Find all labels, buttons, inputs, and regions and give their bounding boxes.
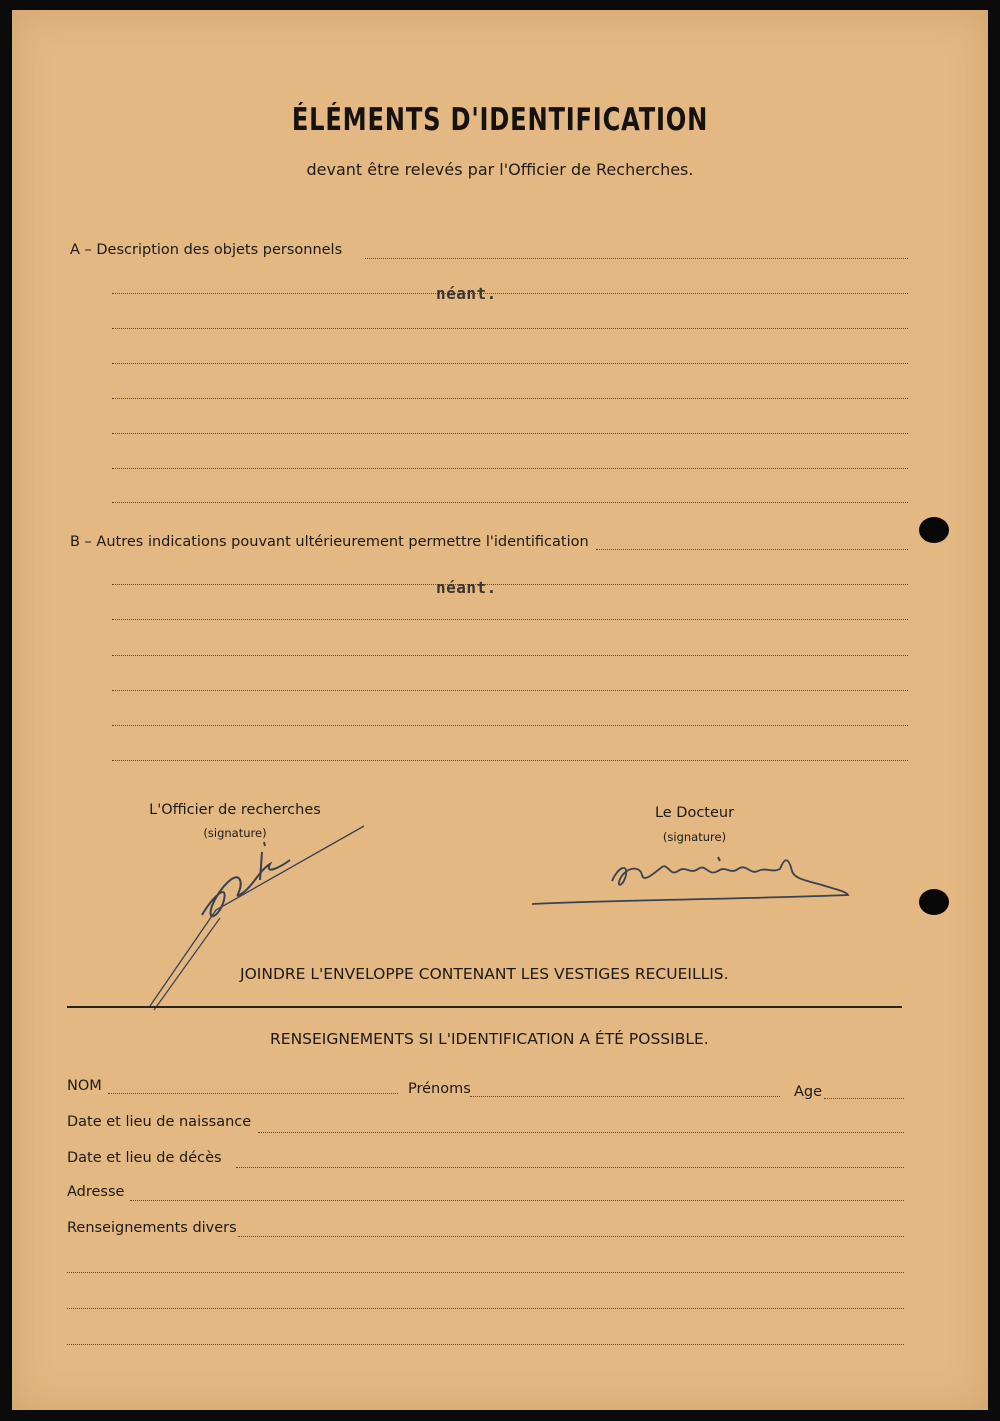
prenoms-field (470, 1096, 780, 1097)
section-a-line (112, 328, 908, 329)
section-b-label: B – Autres indications pouvant ultérieurement permettre l'identification (70, 534, 589, 550)
deces-field (236, 1167, 904, 1168)
divers-label: Renseignements divers (67, 1220, 237, 1236)
info-heading: RENSEIGNEMENTS SI L'IDENTIFICATION A ÉTÉ POSSIBLE. (270, 1030, 709, 1048)
section-b-line (596, 549, 908, 550)
divers-field (67, 1272, 904, 1273)
section-b-line (112, 725, 908, 726)
section-a-line (112, 468, 908, 469)
age-field (824, 1098, 904, 1099)
doctor-signature (522, 845, 872, 915)
age-label: Age (794, 1084, 823, 1100)
doctor-title: Le Docteur (654, 805, 735, 821)
page-subtitle: devant être relevés par l'Officier de Recherches. (306, 160, 694, 179)
punch-hole (919, 517, 949, 543)
section-b-typed-value: néant. (436, 578, 497, 597)
divers-field (238, 1236, 904, 1237)
section-divider (67, 1006, 902, 1008)
divers-field (67, 1344, 904, 1345)
section-b-line (112, 760, 908, 761)
nom-field (108, 1093, 398, 1094)
section-a-line (112, 502, 908, 503)
section-a-line (365, 258, 908, 259)
deces-label: Date et lieu de décès (67, 1150, 222, 1166)
page-title: ÉLÉMENTS D'IDENTIFICATION (291, 102, 709, 138)
envelope-notice: JOINDRE L'ENVELOPPE CONTENANT LES VESTIGES RECUEILLIS. (240, 965, 729, 983)
naissance-label: Date et lieu de naissance (67, 1114, 252, 1130)
nom-label: NOM (67, 1078, 102, 1094)
section-b-line (112, 690, 908, 691)
form-page (12, 10, 988, 1410)
section-a-line (112, 398, 908, 399)
officer-signature (132, 820, 392, 1020)
adresse-field (130, 1200, 904, 1201)
adresse-label: Adresse (67, 1184, 125, 1200)
officer-title: L'Officier de recherches (149, 802, 321, 818)
prenoms-label: Prénoms (408, 1081, 471, 1097)
section-a-label: A – Description des objets personnels (70, 242, 343, 258)
naissance-field (258, 1132, 904, 1133)
officer-signature-note: (signature) (203, 826, 267, 840)
punch-hole (919, 889, 949, 915)
section-b-line (112, 584, 908, 585)
section-a-typed-value: néant. (436, 284, 497, 303)
section-b-line (112, 655, 908, 656)
doctor-signature-note: (signature) (662, 830, 727, 844)
divers-field (67, 1308, 904, 1309)
section-a-line (112, 433, 908, 434)
section-a-line (112, 293, 908, 294)
section-b-line (112, 619, 908, 620)
section-a-line (112, 363, 908, 364)
